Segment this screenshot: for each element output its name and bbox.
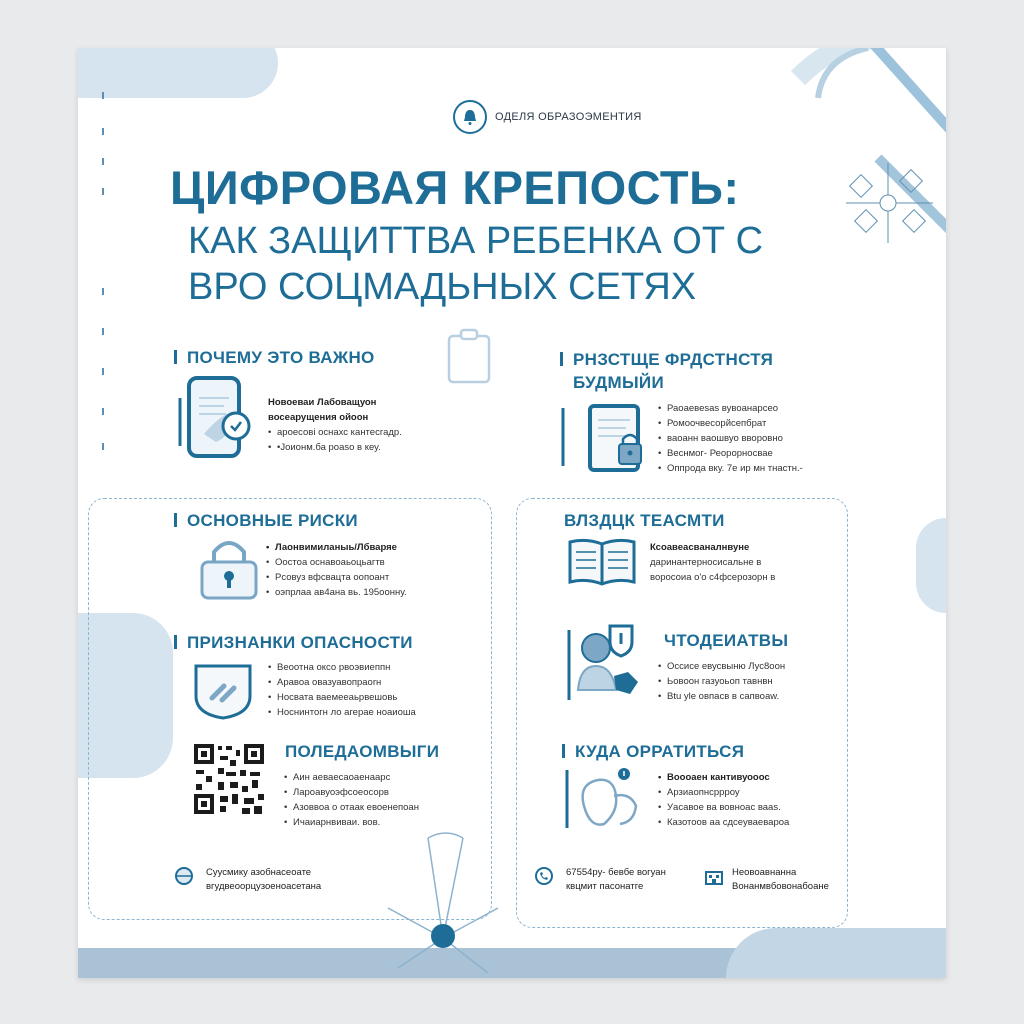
list-item: даринантерносисальне в	[650, 557, 762, 568]
list-item: • Вtu уle овпасв в сапвоаw.	[658, 691, 780, 702]
document-lock-icon	[560, 400, 650, 474]
section-title-rules: РНЗСТЩЕ ФРДСТНСТЯ БУДМЫЙИ	[560, 348, 773, 394]
footer-band-accent	[726, 928, 946, 978]
list-item: Ксоавеасваналнвуне	[650, 542, 750, 553]
todo-list	[658, 659, 785, 704]
list-item: восеарущения ойоон	[268, 412, 369, 423]
list-item: • Рсовуз вфсвацта оопоант	[266, 572, 390, 583]
list-item: • Азоввоа о отаак евоенепоан	[284, 802, 419, 813]
section-title-prevent: ПОЛЕДАОМВЫГИ	[285, 742, 440, 761]
support-hands-icon	[564, 766, 654, 832]
list-item: • оэпрлаа ав4ана вь. 195оонну.	[266, 587, 407, 598]
decor-dots-icon	[96, 88, 110, 458]
section-title-todo: ЧТОДЕИАТВЫ	[664, 631, 789, 650]
list-item: • Ичаиарнвиваи. вов.	[284, 817, 381, 828]
risks-list	[266, 540, 407, 600]
list-item: • Оссисе евусвыню Лус8оон	[658, 661, 786, 672]
qr-code-icon	[192, 742, 266, 816]
section-title-why: ПОЧЕМУ ЭТО ВАЖНО	[174, 348, 375, 368]
list-item: • •Jоионм.ба роаsо в кеу.	[268, 442, 381, 453]
list-item: воросоиа о'о с4фсерозорн в	[650, 572, 776, 583]
list-item: • ваоанн ваошвуо вворовно	[658, 433, 783, 444]
decor-network-icon	[838, 158, 938, 248]
padlock-icon	[198, 536, 260, 602]
tools-list	[650, 540, 775, 585]
section-title-signs: ПРИЗНАНКИ ОПАСНОСТИ	[174, 633, 413, 653]
list-item: • Арзиаопнсррроу	[658, 787, 740, 798]
poster	[78, 48, 946, 978]
list-item: Новоеваи Лабоващуон	[268, 397, 377, 408]
org-name: ОДЕЛЯ ОБРАЗОЭМЕНТИЯ	[495, 111, 642, 123]
list-item: • Ьовоон газуоьоп тавнвн	[658, 676, 773, 687]
globe-icon	[174, 866, 194, 886]
list-item: • Ромоочвесорйсепбрат	[658, 418, 767, 429]
list-item: • Раоаевеsas вувоанарсео	[658, 403, 779, 414]
section-title-risks: ОСНОВНЫЕ РИСКИ	[174, 511, 358, 531]
brand	[453, 100, 642, 134]
footer-left-text: Суусмику азобнасеоате вгудвеоорцузоеноасетана	[206, 867, 322, 892]
list-item: • Оппрода вку. 7е ир мн тнастн.-	[658, 463, 803, 474]
list-item: • Оостоа оснавоаьоцьагтв	[266, 557, 385, 568]
bell-logo-icon	[453, 100, 487, 134]
section-title-contact: КУДА ОРРАТИТЬСЯ	[562, 742, 744, 762]
shield-alert-icon	[190, 660, 256, 720]
network-node-icon	[378, 828, 508, 978]
open-book-icon	[566, 536, 638, 588]
list-item: • Аин аеваесаоаенаарс	[284, 772, 391, 783]
list-item: • Казотоов аа сдсеуваевароа	[658, 817, 790, 828]
list-item: • Веснмог- Реорорносвае	[658, 448, 773, 459]
page-subtitle-line2: ВРО СОЦМАДЬНЫХ СЕТЯХ	[188, 266, 697, 308]
list-item: • ароесовi оснахс кантесгадр.	[268, 427, 402, 438]
phone-shield-icon	[174, 376, 254, 458]
list-item: • Аравоа овазуавопраоrн	[268, 677, 382, 688]
clipboard-icon	[446, 328, 492, 384]
contact-list	[658, 770, 789, 830]
list-item: • Уасавое ва вовноас вааs.	[658, 802, 781, 813]
page-subtitle-line1: КАК ЗАЩИТТВА РЕБЕНКА ОТ С	[188, 220, 764, 262]
list-item: • Воооаен кантивуооос	[658, 772, 770, 783]
signs-list	[268, 660, 416, 720]
building-icon	[704, 868, 724, 886]
footer-right-text: Неовоавнанна Вонанмвбовонабоане	[732, 867, 829, 892]
prevent-list	[284, 770, 419, 830]
list-item: • Носвата ваемееаьрвешовь	[268, 692, 398, 703]
section-title-tools: ВЛЗДЦК ТЕАСМТИ	[564, 511, 725, 530]
list-item: • Веоотна оксо рвоэвиеппн	[268, 662, 391, 673]
footer-phone-text: 67554ру- бевбе вогуан квцмит пасонатге	[566, 867, 666, 892]
list-item: • Носнинтогн ло агерае ноаиоша	[268, 707, 416, 718]
person-shield-icon	[566, 620, 648, 704]
why-list	[268, 395, 402, 455]
phone-icon	[534, 866, 554, 886]
rules-list	[658, 401, 803, 476]
page-title: ЦИФРОВАЯ КРЕПОСТЬ:	[170, 161, 740, 214]
list-item: • Лароавуоэфсоеосорв	[284, 787, 389, 798]
list-item: • Лаонвимиланыь/Лбваряе	[266, 542, 397, 553]
decor-blob-right	[916, 518, 946, 613]
